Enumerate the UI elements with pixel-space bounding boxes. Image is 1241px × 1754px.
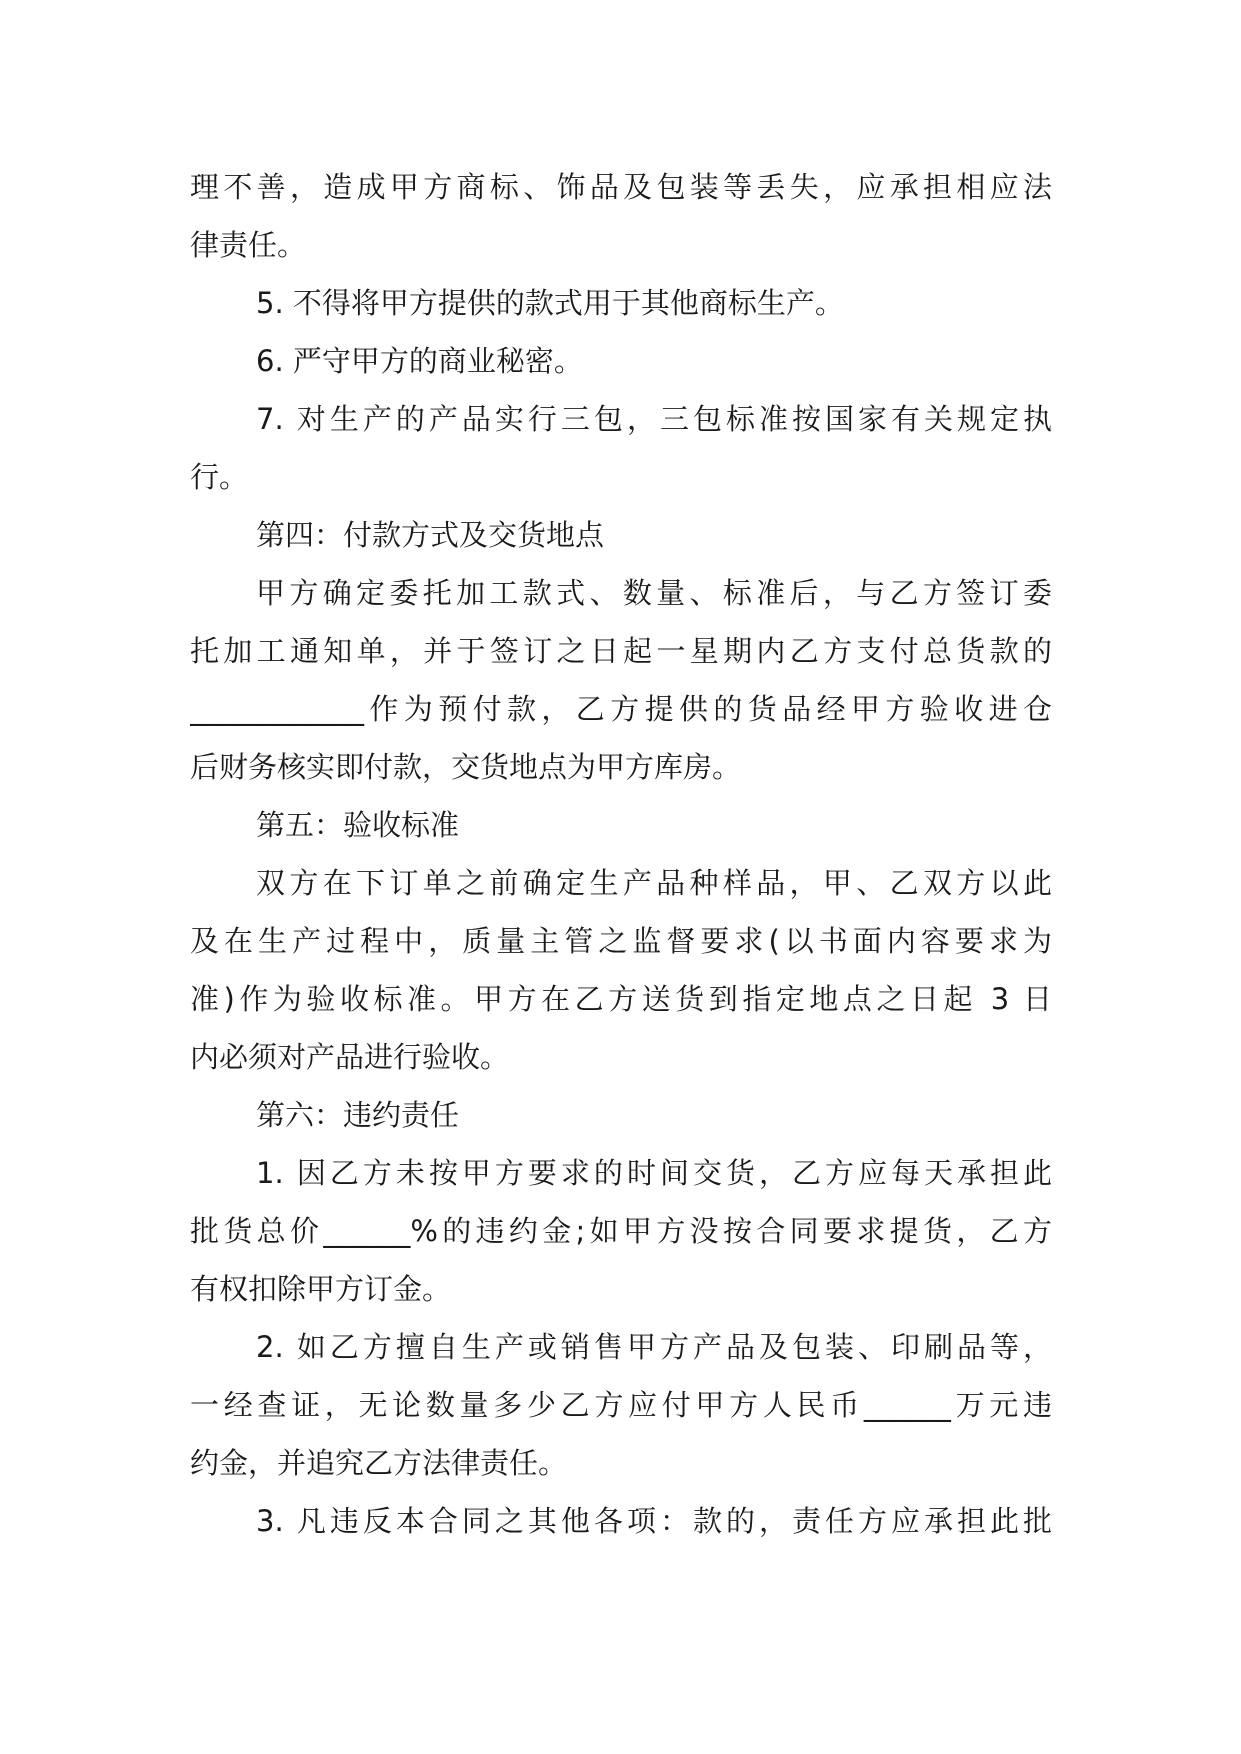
text-line: 律责任。 (190, 228, 307, 262)
text-line: 行。 (190, 460, 249, 494)
text-line: 后财务核实即付款，交货地点为甲方库房。 (190, 750, 742, 784)
text-line: 一经查证，无论数量多少乙方应付甲方人民币______万元违 (190, 1388, 1052, 1422)
text-line: 批货总价______%的违约金;如甲方没按合同要求提货，乙方 (190, 1214, 1052, 1248)
text-line: 3. 凡违反本合同之其他各项：款的，责任方应承担此批 (256, 1504, 1052, 1538)
text-line: 2. 如乙方擅自生产或销售甲方产品及包装、印刷品等， (256, 1330, 1052, 1364)
text-line: 约金，并追究乙方法律责任。 (190, 1446, 568, 1480)
text-line: 内必须对产品进行验收。 (190, 1040, 510, 1074)
text-line: 理不善，造成甲方商标、饰品及包装等丢失，应承担相应法 (190, 170, 1052, 204)
text-line: 及在生产过程中，质量主管之监督要求(以书面内容要求为 (190, 924, 1052, 958)
text-line: 第六：违约责任 (256, 1098, 460, 1132)
text-line: 7. 对生产的产品实行三包，三包标准按国家有关规定执 (256, 402, 1052, 436)
text-line: 6. 严守甲方的商业秘密。 (256, 344, 583, 378)
text-line: 第五：验收标准 (256, 808, 460, 842)
text-line: 托加工通知单，并于签订之日起一星期内乙方支付总货款的 (190, 634, 1052, 668)
text-line: 双方在下订单之前确定生产品种样品，甲、乙双方以此 (256, 866, 1052, 900)
text-line: ____________作为预付款，乙方提供的货品经甲方验收进仓 (190, 692, 1052, 726)
text-line: 第四：付款方式及交货地点 (256, 518, 605, 552)
text-line: 准)作为验收标准。甲方在乙方送货到指定地点之日起 3 日 (190, 982, 1052, 1016)
text-line: 有权扣除甲方订金。 (190, 1272, 452, 1306)
document-body (190, 158, 1052, 1550)
text-line: 1. 因乙方未按甲方要求的时间交货，乙方应每天承担此 (256, 1156, 1052, 1190)
text-line: 5. 不得将甲方提供的款式用于其他商标生产。 (256, 286, 844, 320)
text-line: 甲方确定委托加工款式、数量、标准后，与乙方签订委 (256, 576, 1052, 610)
